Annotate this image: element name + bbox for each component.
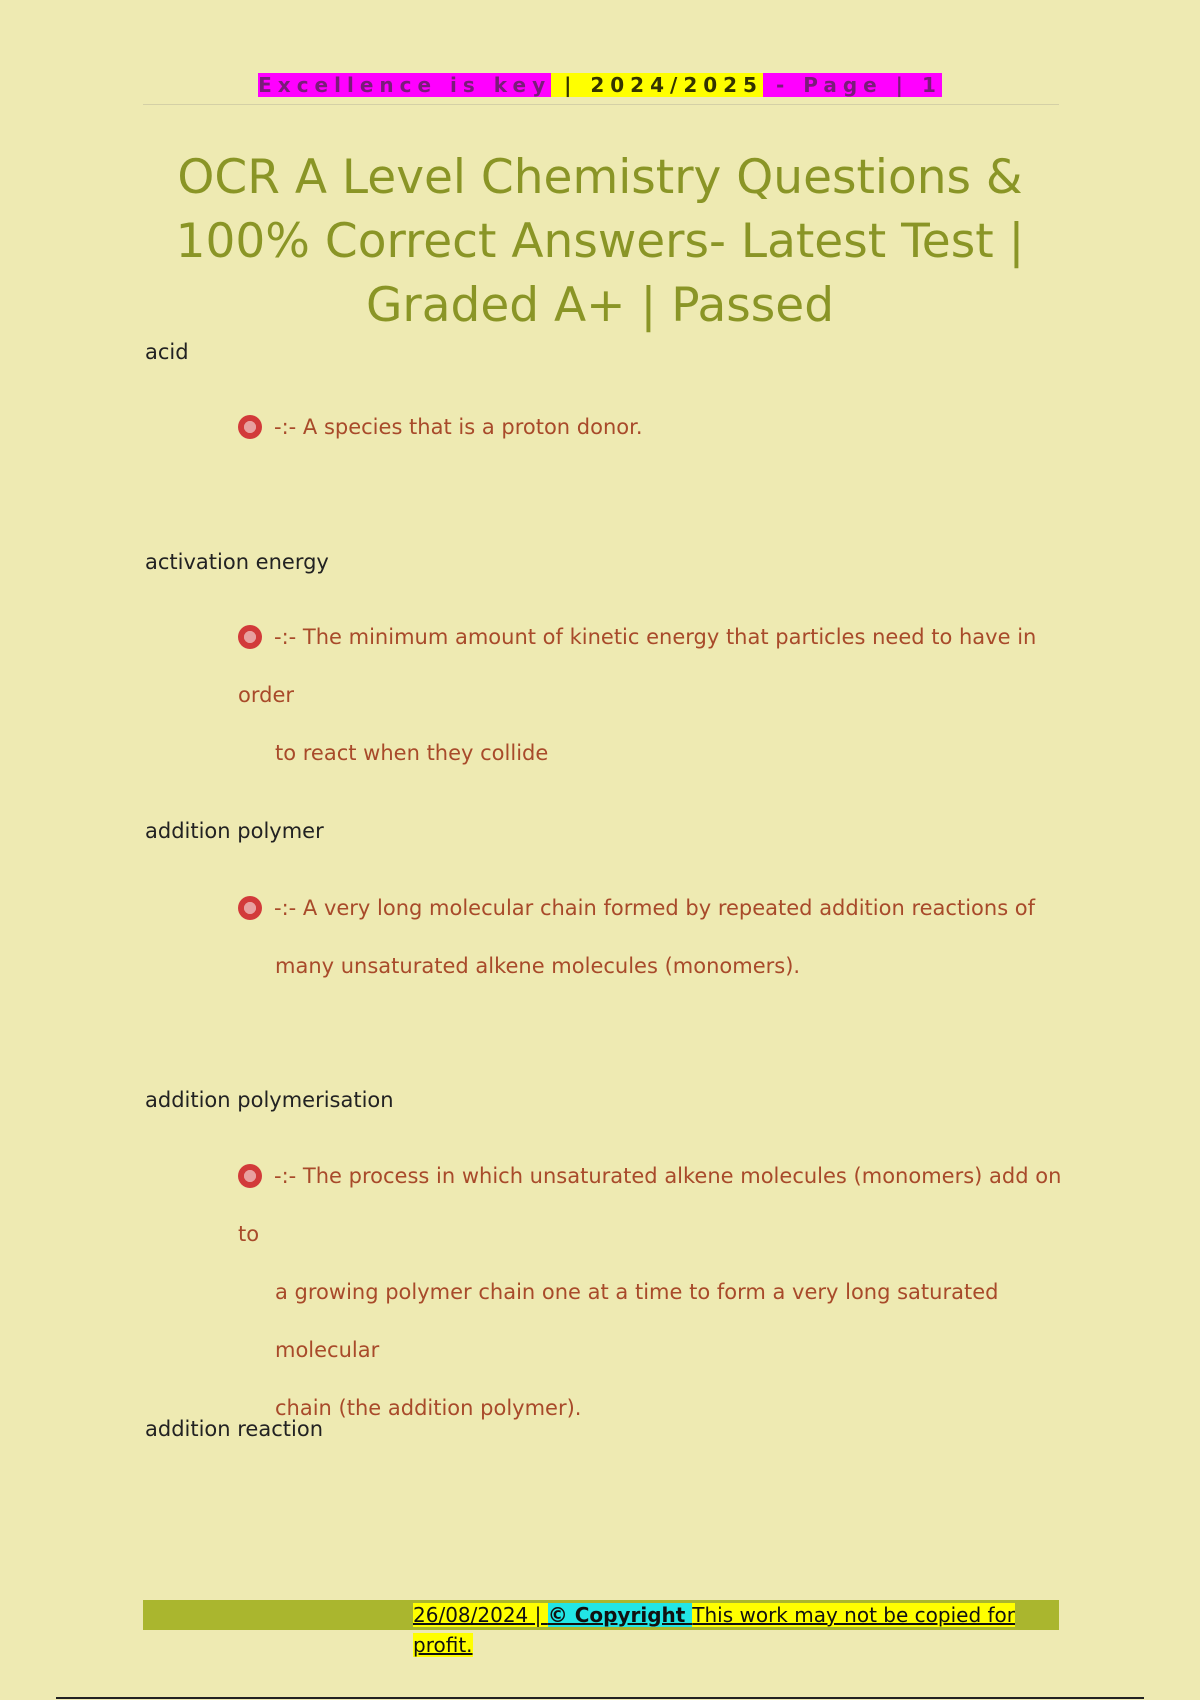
header-year: 2024/2025 [590,73,763,97]
bullet-icon [238,1164,262,1188]
definition-addition-polymerisation: -:- The process in which unsaturated alkene molecules (monomers) add on to a growing polymer chain one at a time to form a very long saturated molecular chain (the addition polymer). [238,1164,1062,1420]
footer-notice: This work may not be copied for profit. [413,1603,1015,1657]
header-tagline: Excellence is key [258,73,552,97]
definition-activation-energy: -:- The minimum amount of kinetic energy that particles need to have in order to react when they collide [238,625,1037,765]
term-addition-polymer: addition polymer [145,819,324,843]
term-acid: acid [145,340,189,364]
document-title: OCR A Level Chemistry Questions & 100% Correct Answers- Latest Test | Graded A+ | Passed [175,150,1025,333]
footer-copyright: © Copyright [547,1603,693,1627]
footer-date: 26/08/2024 | [413,1603,548,1627]
term-addition-reaction: addition reaction [145,1417,323,1441]
page-bottom-divider [56,1697,1144,1699]
definition-addition-polymer: -:- A very long molecular chain formed by repeated addition reactions of many unsaturated alkene molecules (monomers). [238,879,1068,995]
bullet-icon [238,415,262,439]
page-footer [143,1600,1059,1657]
term-activation-energy: activation energy [145,550,329,574]
header-page-number: - Page | 1 [762,73,942,97]
term-addition-polymerisation: addition polymerisation [145,1088,394,1112]
definition-acid: -:- A species that is a proton donor. [238,398,1068,456]
bullet-icon [238,896,262,920]
bullet-icon [238,625,262,649]
header-divider [143,104,1059,105]
header-separator: | [551,73,591,97]
page-header [0,70,1200,100]
